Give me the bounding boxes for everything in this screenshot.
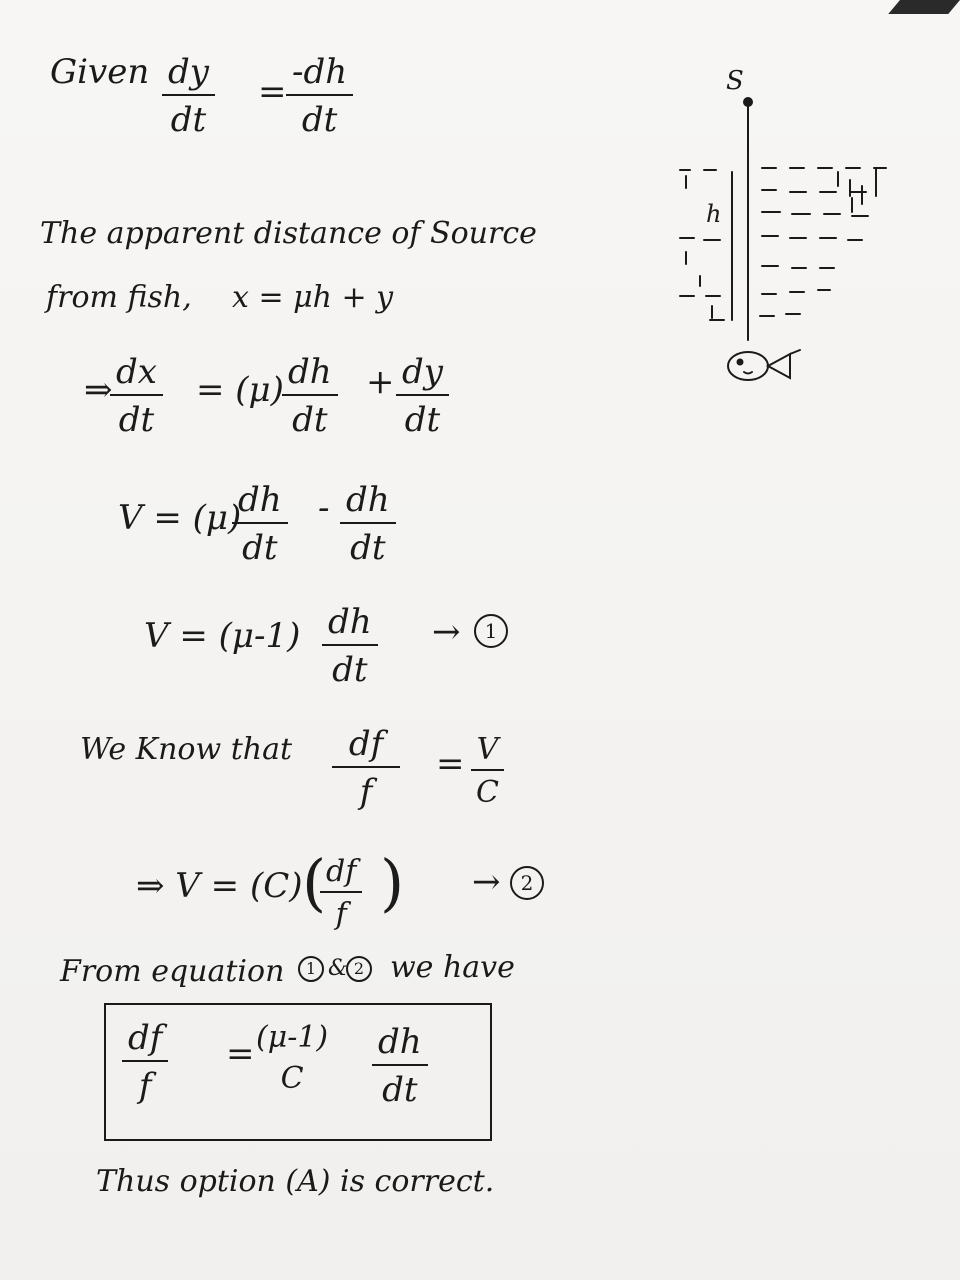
denominator: dt: [292, 400, 328, 440]
we-know-that-text: We Know that: [80, 732, 293, 767]
implies-arrow: ⇒: [84, 370, 113, 410]
equals-sign: =: [258, 72, 287, 112]
water-surface-dashes: [680, 168, 886, 320]
apparent-distance-expression: x = μh + y: [232, 280, 394, 315]
numerator: dh: [282, 352, 338, 396]
denominator: dt: [382, 1070, 418, 1110]
numerator: (μ-1): [256, 1020, 329, 1055]
numerator: df: [122, 1018, 168, 1062]
denominator: dt: [350, 528, 386, 568]
denominator: dt: [170, 100, 207, 140]
equation-arrow: →: [472, 862, 501, 902]
equation-number-2: 2: [510, 866, 544, 900]
numerator: dh: [340, 480, 396, 524]
source-dot: [744, 98, 752, 106]
numerator: dh: [232, 480, 288, 524]
denominator: dt: [242, 528, 278, 568]
numerator: dx: [110, 352, 163, 396]
numerator: df: [332, 724, 400, 768]
numerator: dy: [396, 352, 449, 396]
v-equals-c-expression: ⇒ V = (C): [136, 866, 303, 906]
equals-sign: =: [436, 744, 465, 784]
conclusion-text: Thus option (A) is correct.: [96, 1164, 495, 1199]
fish-icon: [728, 350, 800, 380]
statement-line-2: from fish,: [46, 280, 192, 315]
equation-arrow: →: [432, 612, 461, 652]
numerator: dh: [322, 602, 378, 646]
source-label: S: [726, 66, 744, 96]
denominator: C: [476, 775, 499, 810]
from-equation-text: From equation: [60, 954, 285, 989]
statement-line: The apparent distance of Source: [40, 216, 537, 251]
denominator: dt: [301, 100, 338, 140]
minus-sign: -: [318, 488, 330, 528]
denominator: dt: [118, 400, 155, 440]
v-equals-mu-minus-1: V = (μ-1): [144, 616, 301, 656]
denominator: f: [359, 772, 373, 812]
numerator: df: [320, 854, 362, 893]
given-label: Given: [50, 52, 150, 92]
denominator: dt: [332, 650, 368, 690]
ref-equation-1: 1: [298, 956, 324, 982]
equals-sign: =: [226, 1034, 255, 1074]
left-paren: (: [302, 846, 327, 919]
equals-mu: = (μ): [196, 370, 284, 410]
we-have-text: we have: [390, 950, 515, 985]
numerator: dy: [162, 52, 215, 96]
v-equals-mu: V = (μ): [118, 498, 242, 538]
numerator: V: [471, 732, 505, 771]
ref-equation-2: 2: [346, 956, 372, 982]
equation-number-1: 1: [474, 614, 508, 648]
numerator: dh: [372, 1022, 428, 1066]
ampersand: &: [328, 956, 348, 981]
denominator: f: [335, 897, 347, 932]
denominator: C: [280, 1061, 304, 1096]
numerator: -dh: [286, 52, 353, 96]
denominator: f: [138, 1066, 152, 1106]
plus-sign: +: [366, 362, 395, 402]
denominator: dt: [404, 400, 441, 440]
right-paren: ): [380, 846, 405, 919]
depth-label: h: [706, 200, 722, 228]
